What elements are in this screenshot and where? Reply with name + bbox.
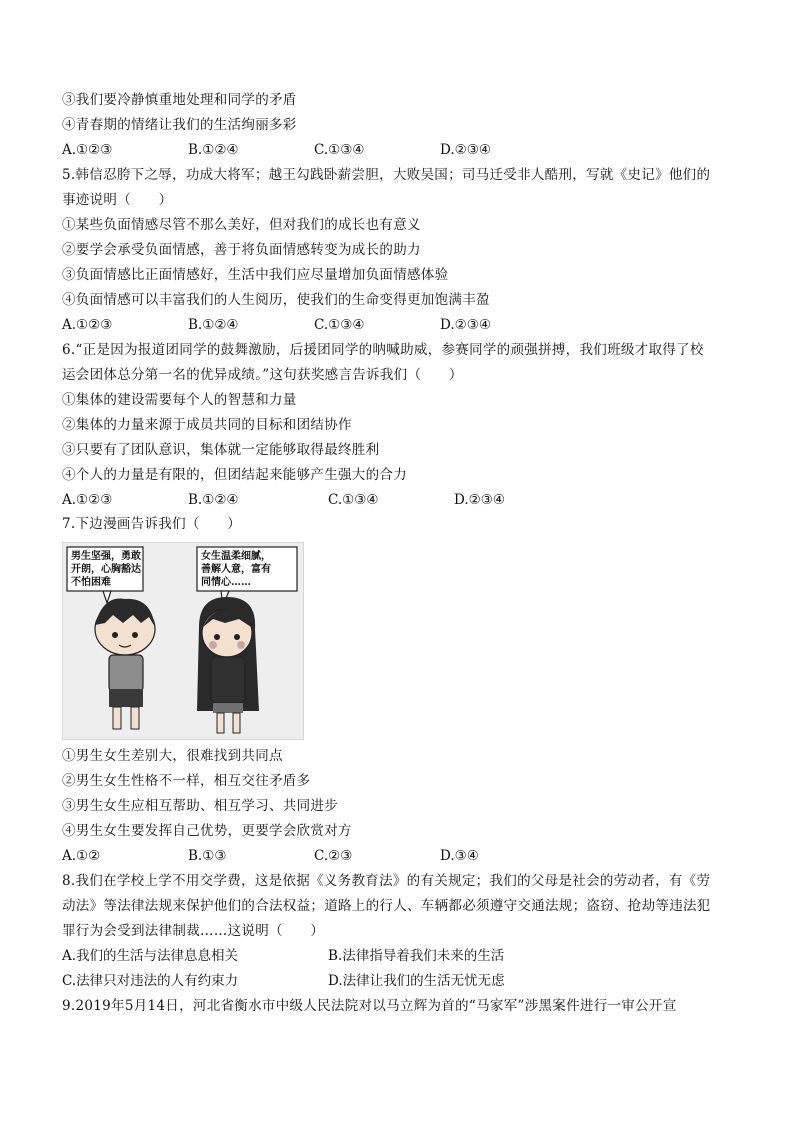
q4-option-c[interactable]: C.①③④ bbox=[314, 142, 365, 158]
q4-option-d[interactable]: D.②③④ bbox=[440, 142, 491, 158]
q8-options-row-1 bbox=[62, 946, 722, 966]
q6-options bbox=[62, 490, 722, 510]
girl-bubble-line-1: 女生温柔细腻， bbox=[201, 551, 271, 562]
boy-bubble-line-2: 开朗，心胸豁达 bbox=[71, 564, 141, 575]
q7-option-b[interactable]: B.①③ bbox=[188, 848, 227, 864]
q6-item-3: ③只要有了团队意识，集体就一定能够取得最终胜利 bbox=[62, 442, 380, 458]
q7-option-a[interactable]: A.①② bbox=[62, 848, 101, 864]
q8-option-a[interactable]: A.我们的生活与法律息息相关 bbox=[62, 948, 239, 964]
q4-options bbox=[62, 140, 722, 160]
q6-item-2: ②集体的力量来源于成员共同的目标和团结协作 bbox=[62, 417, 352, 433]
q4-item-4: ④青春期的情绪让我们的生活绚丽多彩 bbox=[62, 117, 297, 133]
q5-option-b[interactable]: B.①②④ bbox=[188, 317, 239, 333]
q9-stem: 9.2019年5月14日，河北省衡水市中级人民法院对以马立辉为首的“马家军”涉黑案件进行一审公开宣 bbox=[62, 998, 677, 1014]
q6-option-b[interactable]: B.①②④ bbox=[188, 492, 239, 508]
q6-stem: 6.“正是因为报道团同学的鼓舞激励，后援团同学的呐喊助威，参赛同学的顽强拼搏，我们班级才取得了校 bbox=[62, 342, 704, 358]
q8-options-row-2 bbox=[62, 971, 722, 991]
comic-illustration bbox=[62, 542, 304, 740]
q6-item-4: ④个人的力量是有限的，但团结起来能够产生强大的合力 bbox=[62, 467, 407, 483]
q4-option-a[interactable]: A.①②③ bbox=[62, 142, 113, 158]
q5-option-c[interactable]: C.①③④ bbox=[314, 317, 365, 333]
q6-stem-cont: 运会团体总分第一名的优异成绩。”这句获奖感言告诉我们（ ） bbox=[62, 367, 463, 383]
q4-item-3: ③我们要冷静慎重地处理和同学的矛盾 bbox=[62, 92, 297, 108]
q5-item-3: ③负面情感比正面情感好，生活中我们应尽量增加负面情感体验 bbox=[62, 267, 449, 283]
q7-item-1: ①男生女生差别大，很难找到共同点 bbox=[62, 748, 283, 764]
q8-option-b[interactable]: B.法律指导着我们未来的生活 bbox=[328, 948, 505, 964]
q5-option-d[interactable]: D.②③④ bbox=[440, 317, 491, 333]
q5-item-2: ②要学会承受负面情感，善于将负面情感转变为成长的助力 bbox=[62, 242, 421, 258]
q7-option-c[interactable]: C.②③ bbox=[314, 848, 353, 864]
q5-stem: 5.韩信忍胯下之辱，功成大将军；越王勾践卧薪尝胆，大败吴国；司马迁受非人酷刑，写就《史记》他们的 bbox=[62, 167, 711, 183]
q7-options bbox=[62, 846, 722, 866]
q6-option-a[interactable]: A.①②③ bbox=[62, 492, 113, 508]
girl-bubble-line-2: 善解人意，富有 bbox=[201, 564, 271, 575]
q7-item-4: ④男生女生要发挥自己优势，更要学会欣赏对方 bbox=[62, 823, 352, 839]
q8-option-c[interactable]: C.法律只对违法的人有约束力 bbox=[62, 973, 239, 989]
q5-item-4: ④负面情感可以丰富我们的人生阅历，使我们的生命变得更加饱满丰盈 bbox=[62, 292, 490, 308]
q7-option-d[interactable]: D.③④ bbox=[440, 848, 479, 864]
q7-item-3: ③男生女生应相互帮助、相互学习、共同进步 bbox=[62, 798, 338, 814]
q7-item-2: ②男生女生性格不一样，相互交往矛盾多 bbox=[62, 773, 311, 789]
q8-stem-cont-1: 动法》等法律法规来保护他们的合法权益；道路上的行人、车辆都必须遵守交通法规；盗窃、抢劫等违法犯 bbox=[62, 898, 711, 914]
q5-options bbox=[62, 315, 722, 335]
q6-option-c[interactable]: C.①③④ bbox=[328, 492, 379, 508]
q8-stem: 8.我们在学校上学不用交学费，这是依据《义务教育法》的有关规定；我们的父母是社会的劳动者，有《劳 bbox=[62, 873, 711, 889]
q8-stem-cont-2: 罪行为会受到法律制裁……这说明（ ） bbox=[62, 923, 325, 939]
q5-stem-cont: 事迹说明（ ） bbox=[62, 192, 173, 208]
q6-item-1: ①集体的建设需要每个人的智慧和力量 bbox=[62, 392, 297, 408]
q7-stem: 7.下边漫画告诉我们（ ） bbox=[62, 516, 242, 532]
boy-bubble-line-3: 不怕困难 bbox=[71, 577, 111, 588]
q4-option-b[interactable]: B.①②④ bbox=[188, 142, 239, 158]
q5-item-1: ①某些负面情感尽管不那么美好，但对我们的成长也有意义 bbox=[62, 217, 421, 233]
boy-bubble-line-1: 男生坚强，勇敢 bbox=[71, 551, 141, 562]
q8-option-d[interactable]: D.法律让我们的生活无忧无虑 bbox=[328, 973, 505, 989]
q5-option-a[interactable]: A.①②③ bbox=[62, 317, 113, 333]
girl-bubble-line-3: 同情心…… bbox=[201, 577, 251, 588]
q6-option-d[interactable]: D.②③④ bbox=[454, 492, 505, 508]
